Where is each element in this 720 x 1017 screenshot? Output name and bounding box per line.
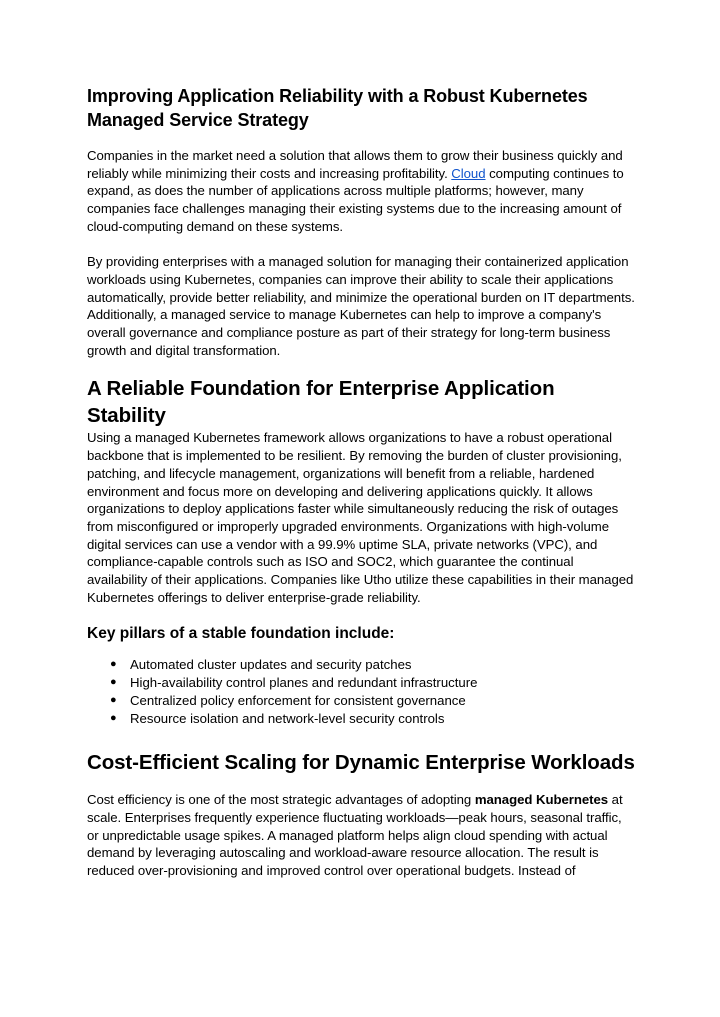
document-page: [87, 84, 635, 880]
list-item: [87, 656, 635, 674]
document-title: Improving Application Reliability with a Robust Kubernetes Managed Service Strategy: [87, 86, 588, 130]
intro-text-after-link: computing continues to expand, as does the number of applications across multiple platforms; however, many companies face challenges managing their existing systems due to the increasing amount of cloud-computing demand on these systems.: [87, 165, 624, 234]
section1-paragraph: Using a managed Kubernetes framework allows organizations to have a robust operational backbone that is implemented to be resilient. By removing the burden of cluster provisioning, patching, and lifecycle management, organizations will benefit from a reliable, hardened environment and focus more on developing and delivering applications quickly. It allows organizations to deploy applications faster while simultaneously reducing the risk of outages from misconfigured or improperly upgraded environments. Organizations with high-volume digital services can use a vendor with a 99.9% uptime SLA, private networks (VPC), and compliance-capable controls such as ISO and SOC2, which guarantee the continual availability of their applications. Companies like Utho utilize these capabilities in their managed Kubernetes offerings to deliver enterprise-grade reliability.: [87, 430, 634, 605]
intro-paragraph-1: [87, 147, 635, 236]
list-item-text: Centralized policy enforcement for consistent governance: [130, 692, 466, 708]
list-item-text: Automated cluster updates and security patches: [130, 657, 412, 673]
section-spacer: [87, 727, 635, 749]
list-item: [87, 692, 635, 710]
section1-heading: A Reliable Foundation for Enterprise Application Stability: [87, 377, 555, 428]
pillars-list: [87, 656, 635, 727]
list-item-text: Resource isolation and network-level security controls: [130, 710, 445, 726]
bullet-icon: ●: [110, 711, 117, 724]
paragraph-spacer: [87, 236, 635, 254]
section2-paragraph: [87, 791, 635, 880]
bullet-icon: ●: [110, 658, 117, 671]
paragraph-spacer: [87, 776, 635, 791]
section-spacer: [87, 359, 635, 375]
section2-text-after-bold: at scale. Enterprises frequently experience fluctuating workloads—peak hours, seasonal traffic, or unpredictable usage spikes. A managed platform helps align cloud spending with actual demand by leveraging autoscaling and workload-aware resource allocation. The result is reduced over-provisioning and improved control over operational budgets. Instead of: [87, 792, 623, 879]
section2-text-before-bold: Cost efficiency is one of the most strategic advantages of adopting: [87, 792, 475, 808]
section2-heading: Cost-Efficient Scaling for Dynamic Enterprise Workloads: [87, 751, 635, 775]
list-item: [87, 674, 635, 692]
bullet-icon: ●: [110, 676, 117, 689]
list-spacer: [87, 644, 635, 656]
intro-paragraph-2: By providing enterprises with a managed solution for managing their containerized application workloads using Kubernetes, companies can improve their ability to scale their applications automatically, provide better reliability, and minimize the operational burden on IT departments. Additionally, a managed service to manage Kubernetes can help to improve a company's overall governance and compliance posture as part of their strategy for long-term business growth and digital transformation.: [87, 254, 635, 358]
list-item: [87, 710, 635, 728]
intro-text-before-link: Companies in the market need a solution that allows them to grow their business quickly and reliably while minimizing their costs and increasing profitability.: [87, 148, 623, 181]
list-item-text: High-availability control planes and redundant infrastructure: [130, 675, 478, 691]
section1-subheading: Key pillars of a stable foundation include:: [87, 625, 395, 643]
cloud-link[interactable]: Cloud: [451, 165, 486, 181]
section-spacer: [87, 606, 635, 624]
bold-keyword: managed Kubernetes: [474, 792, 609, 808]
bullet-icon: ●: [110, 693, 117, 706]
